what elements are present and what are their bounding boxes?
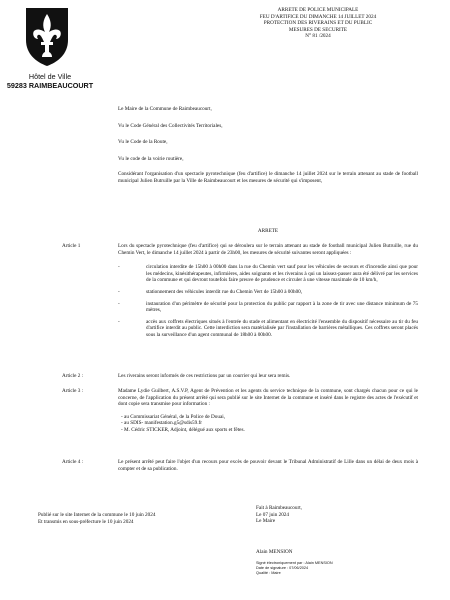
- signer-name: Alain MENSION: [256, 549, 293, 555]
- city-address: 59283 RAIMBEAUCOURT: [6, 81, 94, 90]
- list-item: - accès aux coffrets électriques situés à l'entrée du stade et alimentant en électricité l'ensemble du dispositif nécessaire au tir du feu d'artifice interdit au public. Cette interdiction sera matérialisée par l'installation de barrières métalliques. Ces coffrets seront placés sous la surveillance d'un agent communal de 18h00 à 00h00.: [146, 319, 418, 339]
- fleur-de-lis-icon: [24, 6, 70, 68]
- esign-date: Date de signature : 07/06/2024: [256, 565, 309, 570]
- esign-quality: Qualité : Maire: [256, 570, 281, 575]
- city-crest: [24, 6, 70, 68]
- list-item: - instauration d'un périmètre de sécurité pour la protection du public par rapport à la zone de tir avec une distance minimum de 75 mètres,: [146, 301, 418, 314]
- decree-title: ARRETE DE POLICE MUNICIPALE: [277, 7, 359, 13]
- arrete-heading: ARRETE: [257, 228, 279, 234]
- decree-subject: FEU D'ARTIFICE DU DIMANCHE 14 JUILLET 2024: [259, 13, 377, 20]
- signer-role: Le Maire: [256, 518, 276, 525]
- recipient-adjoint: - M. Cédric STICKER, Adjoint, délégué aux sports et fêtes.: [121, 426, 245, 433]
- article-1-intro: Lors du spectacle pyrotechnique (feu d'artifice) qui se déroulera sur le terrain attenant au stade de football municipal Julien Butruille, rue du Chemin Vert, le dimanche 14 juillet 2024 à partir de 23h00, les mesures de sécurité suivantes seront appliquées :: [118, 243, 418, 256]
- city-hall-label: Hôtel de Ville: [28, 72, 72, 81]
- article-2-label: Article 2 :: [62, 373, 84, 379]
- list-item: - stationnement des véhicules interdit rue du Chemin Vert de 15h00 à 00h00,: [146, 289, 418, 296]
- list-item: - circulation interdite de 15h00 à 00h00 dans la rue du Chemin vert sauf pour les véhicules de secours et d'incendie ainsi que pour les médecins, kinésithérapeutes, infirmières, aides soignants et les riverains à qui un laissez-passer aura été délivré par les services de la commune et qui devront toutefois faire preuve de prudence et circuler à une vitesse maximale de 10 km/h,: [146, 264, 418, 284]
- done-at: Fait à Raimbeaucourt,: [256, 505, 302, 511]
- article-1-measures: [146, 264, 418, 338]
- article-1-label: Article 1: [62, 243, 81, 249]
- decree-protection: PROTECTION DES RIVERAINS ET DU PUBLIC: [263, 20, 373, 27]
- recipient-police: - au Commissariat Général, de la Police de Douai,: [121, 413, 226, 420]
- considerant-paragraph: Considérant l'organisation d'un spectacle pyrotechnique (feu d'artifice) le dimanche 14 juillet 2024 sur le terrain attenant au stade de football municipal Julien Butruille par la Ville de Raimbeaucourt et les mesures de sécurité qui s'imposent,: [118, 171, 418, 184]
- vu-cgct: Vu le Code Général des Collectivités Territoriales,: [118, 122, 223, 129]
- article-3-label: Article 3 :: [62, 388, 84, 394]
- signature-date: Le 07 juin 2024: [256, 511, 289, 518]
- decree-number: N° 81 /2024: [305, 33, 331, 40]
- publication-note: Publié sur le site Internet de la commune le 10 juin 2024: [38, 512, 156, 518]
- decree-measures: MESURES DE SECURITE: [288, 26, 348, 33]
- esign-by: Signé électroniquement par : Alain MENSION: [256, 561, 333, 565]
- vu-code-voirie: Vu le code de la voirie routière,: [118, 155, 184, 162]
- recipient-sdis: - au SDIS- manifestation.g5@sdis59.fr: [121, 420, 202, 427]
- article-3-text: Madame Lydie Guilbert, A.S.V.P, Agent de Prévention et les agents du service technique de la commune, sont chargés chacun pour ce qui le concerne, de l'application du présent arrêté qui sera publié sur le site Internet de la commune et inséré dans le registre des actes de l'exécutif et dont copie sera transmise pour information :: [118, 388, 418, 408]
- article-2-text: Les riverains seront informés de ces restrictions par un courrier qui leur sera remis.: [118, 373, 291, 379]
- vu-code-route: Vu le Code de la Route,: [118, 139, 168, 146]
- article-4-text: Le présent arrêté peut faire l'objet d'un recours pour excès de pouvoir devant le Tribunal Administratif de Lille dans un délai de deux mois à compter et de sa publication.: [118, 459, 418, 472]
- transmission-note: Et transmis en sous-préfecture le 10 juin 2024: [38, 518, 134, 525]
- mayor-line: Le Maire de la Commune de Raimbeaucourt,: [118, 106, 212, 112]
- article-4-label: Article 4 :: [62, 459, 84, 465]
- decree-header: [218, 7, 418, 40]
